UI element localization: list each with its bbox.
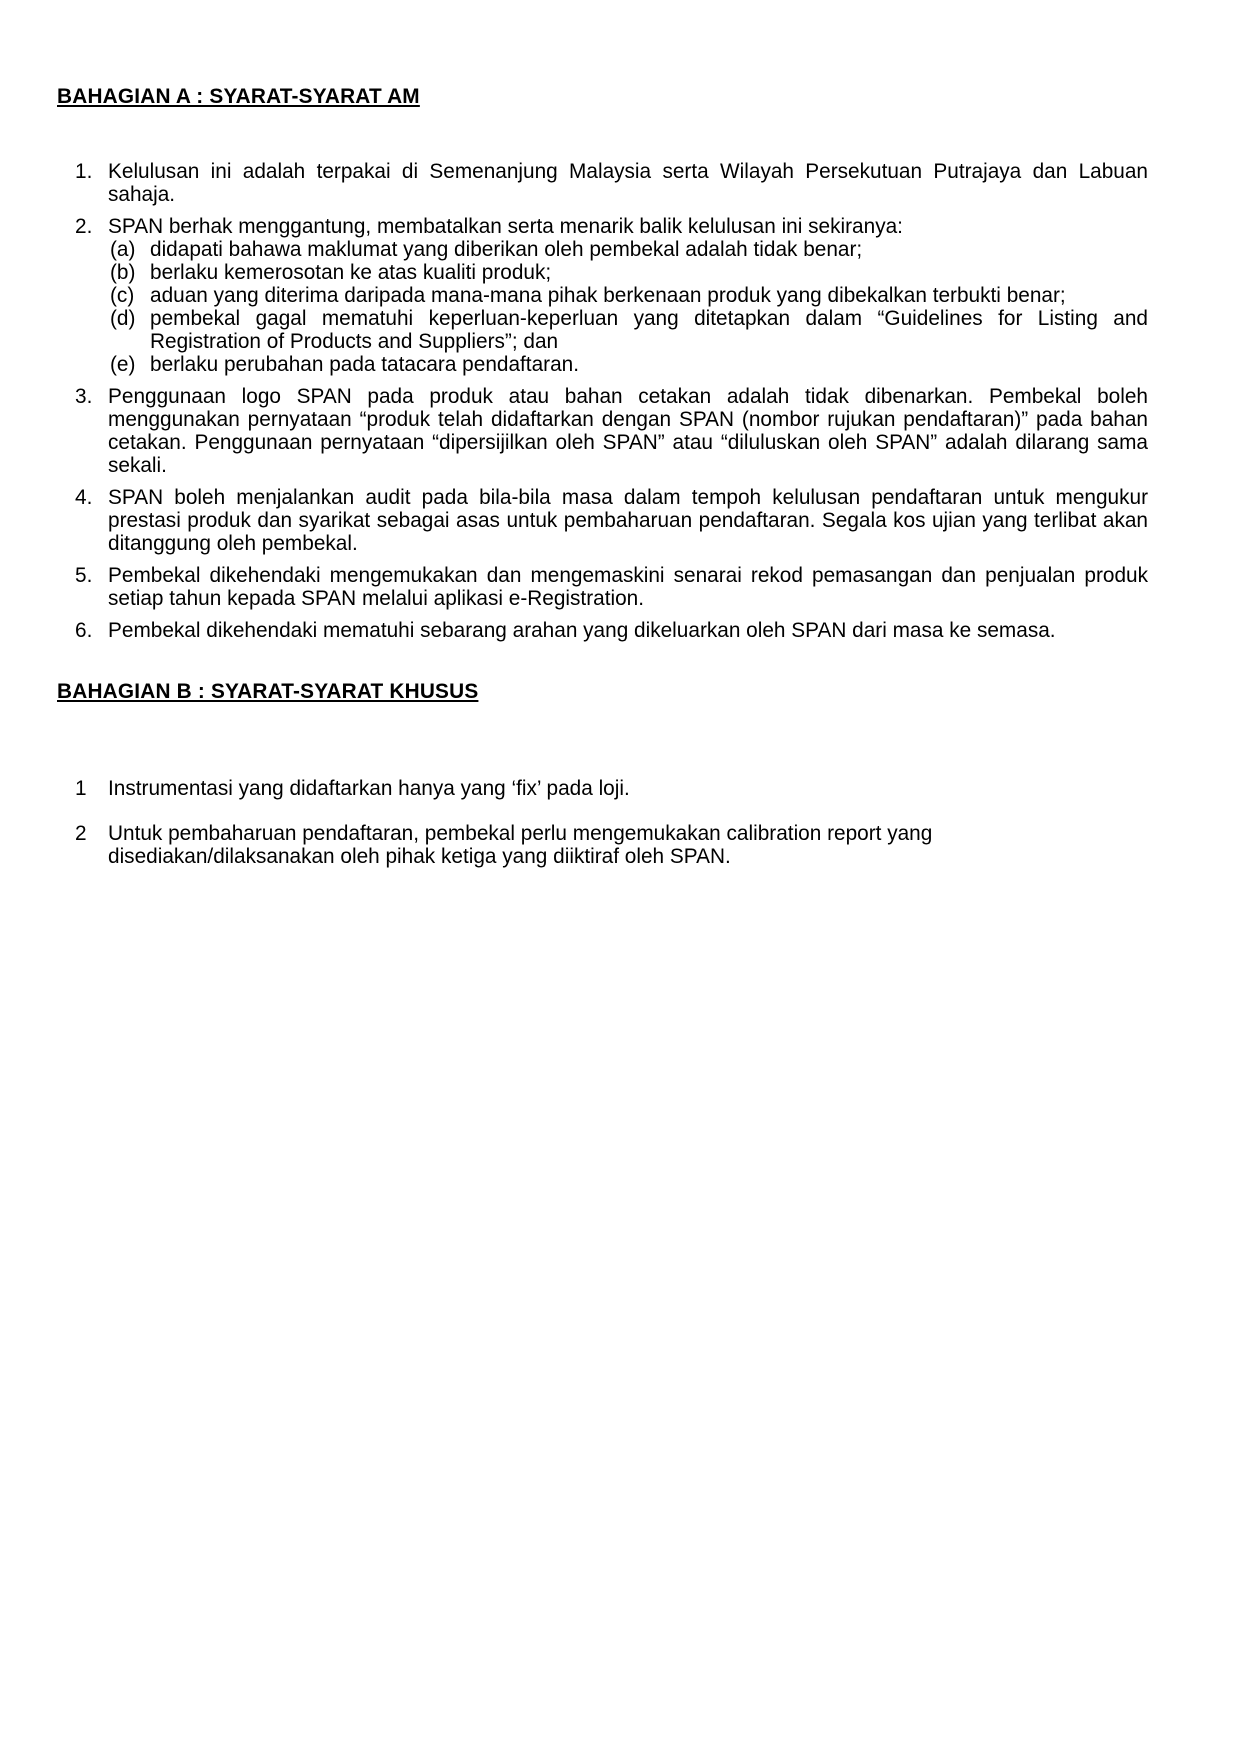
- subitem-text: aduan yang diterima daripada mana-mana pihak berkenaan produk yang dibekalkan terbukti benar;: [150, 284, 1066, 307]
- item-text: Untuk pembaharuan pendaftaran, pembekal perlu mengemukakan calibration report yang disediakan/dilaksanakan oleh pihak ketiga yang diiktiraf oleh SPAN.: [108, 822, 933, 868]
- item-text: Pembekal dikehendaki mengemukakan dan mengemaskini senarai rekod pemasangan dan penjualan produk setiap tahun kepada SPAN melalui aplikasi e-Registration.: [108, 564, 1148, 610]
- subitem-text: berlaku perubahan pada tatacara pendaftaran.: [150, 353, 579, 376]
- subitem-text: berlaku kemerosotan ke atas kualiti produk;: [150, 261, 552, 284]
- subitem-label: (e): [110, 353, 136, 376]
- item-number: 5.: [75, 564, 93, 587]
- list-item: [57, 564, 1148, 610]
- list-item: [57, 619, 1148, 642]
- section-b-title: BAHAGIAN B : SYARAT-SYARAT KHUSUS: [57, 680, 479, 703]
- item-number: 6.: [75, 619, 93, 642]
- sub-list-item: [108, 284, 1148, 307]
- item-intro-text: SPAN berhak menggantung, membatalkan serta menarik balik kelulusan ini sekiranya:: [108, 215, 903, 238]
- sub-list-item: [108, 307, 1148, 353]
- subitem-text: pembekal gagal mematuhi keperluan-keperluan yang ditetapkan dalam “Guidelines for Listing and Registration of Products and Suppliers”; dan: [150, 307, 1148, 353]
- item-number: 3.: [75, 385, 93, 408]
- subitem-label: (a): [110, 238, 136, 261]
- list-item: [57, 486, 1148, 555]
- item-number: 4.: [75, 486, 93, 509]
- item-text: [108, 215, 1148, 376]
- section-a-list: [57, 160, 1148, 642]
- sub-list-item: [108, 353, 1148, 376]
- item-number: 1: [75, 777, 87, 800]
- subitem-label: (d): [110, 307, 136, 330]
- sub-list: [108, 238, 1148, 376]
- sub-list-item: [108, 238, 1148, 261]
- item-text: Instrumentasi yang didaftarkan hanya yang ‘fix’ pada loji.: [108, 777, 630, 800]
- list-item: [57, 777, 1148, 800]
- item-text: Pembekal dikehendaki mematuhi sebarang arahan yang dikeluarkan oleh SPAN dari masa ke semasa.: [108, 619, 1056, 642]
- item-text: Kelulusan ini adalah terpakai di Semenanjung Malaysia serta Wilayah Persekutuan Putrajaya dan Labuan sahaja.: [108, 160, 1148, 206]
- sub-list-item: [108, 261, 1148, 284]
- subitem-label: (c): [110, 284, 135, 307]
- item-number: 1.: [75, 160, 93, 183]
- list-item: [57, 160, 1148, 206]
- subitem-label: (b): [110, 261, 136, 284]
- list-item: [57, 215, 1148, 376]
- item-number: 2.: [75, 215, 93, 238]
- item-text: SPAN boleh menjalankan audit pada bila-bila masa dalam tempoh kelulusan pendaftaran untuk mengukur prestasi produk dan syarikat sebagai asas untuk pembaharuan pendaftaran. Segala kos ujian yang terlibat akan ditanggung oleh pembekal.: [108, 486, 1148, 555]
- subitem-text: didapati bahawa maklumat yang diberikan oleh pembekal adalah tidak benar;: [150, 238, 863, 261]
- item-text: Penggunaan logo SPAN pada produk atau bahan cetakan adalah tidak dibenarkan. Pembekal boleh menggunakan pernyataan “produk telah didaftarkan dengan SPAN (nombor rujukan pendaftaran)” pada bahan cetakan. Penggunaan pernyataan “dipersijilkan oleh SPAN” atau “diluluskan oleh SPAN” adalah dilarang sama sekali.: [108, 385, 1148, 477]
- section-a-title: BAHAGIAN A : SYARAT-SYARAT AM: [57, 85, 420, 108]
- list-item: [57, 385, 1148, 477]
- list-item: [57, 822, 1148, 868]
- section-b-list: [57, 777, 1148, 868]
- item-number: 2: [75, 822, 87, 845]
